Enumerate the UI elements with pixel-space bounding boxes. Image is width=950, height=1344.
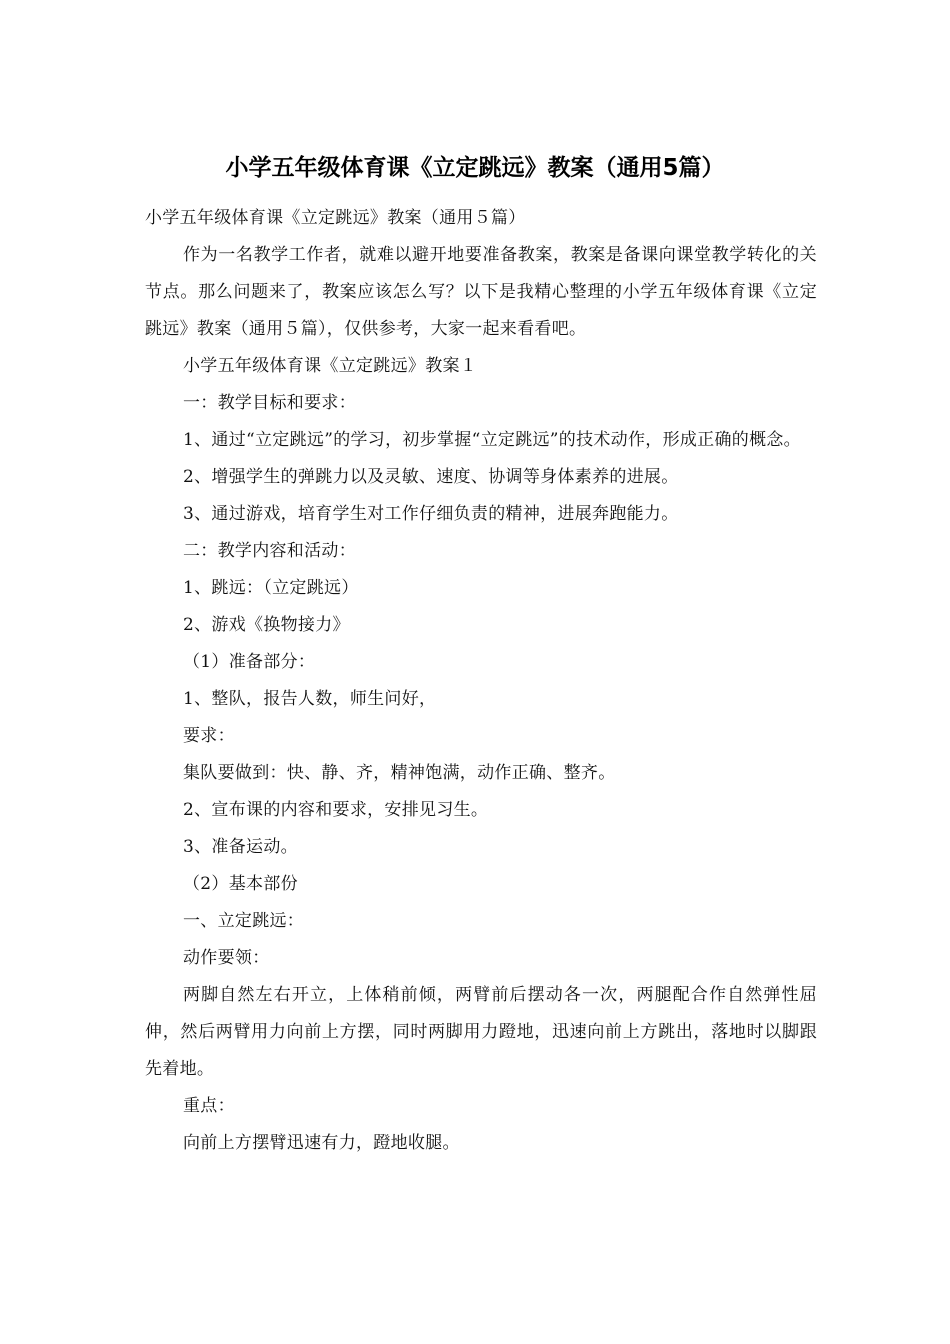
body-paragraph: 两脚自然左右开立，上体稍前倾，两臂前后摆动各一次，两腿配合作自然弹性屈伸，然后两臂用力向前上方摆，同时两脚用力蹬地，迅速向前上方跳出，落地时以脚跟先着地。 (145, 985, 817, 1079)
body-paragraph: （1）准备部分： (183, 652, 316, 672)
body-paragraph: 二：教学内容和活动： (183, 541, 356, 561)
body-paragraph: 要求： (183, 726, 235, 746)
body-paragraph: 1、整队，报告人数，师生问好， (183, 689, 437, 709)
body-paragraph: 1、跳远：（立定跳远） (183, 578, 359, 598)
document-title: 小学五年级体育课《立定跳远》教案（通用5篇） (225, 155, 725, 181)
body-paragraph: 1、通过“立定跳远”的学习，初步掌握“立定跳远”的技术动作，形成正确的概念。 (183, 430, 801, 450)
body-paragraph: 2、增强学生的弹跳力以及灵敏、速度、协调等身体素养的进展。 (183, 467, 679, 487)
body-paragraph: 向前上方摆臂迅速有力，蹬地收腿。 (183, 1133, 460, 1153)
body-paragraph: 重点： (183, 1096, 235, 1116)
body-paragraph: 小学五年级体育课《立定跳远》教案（通用５篇） (145, 208, 526, 228)
body-paragraph: 3、通过游戏，培育学生对工作仔细负责的精神，进展奔跑能力。 (183, 504, 679, 524)
body-paragraph: 一、立定跳远： (183, 911, 305, 931)
body-paragraph: 2、游戏《换物接力》 (183, 615, 350, 635)
document-body (145, 200, 817, 1162)
body-paragraph: 动作要领： (183, 948, 270, 968)
body-paragraph: 3、准备运动。 (183, 837, 298, 857)
body-paragraph: 一：教学目标和要求： (183, 393, 356, 413)
body-paragraph: 作为一名教学工作者，就难以避开地要准备教案，教案是备课向课堂教学转化的关节点。那么问题来了，教案应该怎么写？以下是我精心整理的小学五年级体育课《立定跳远》教案（通用５篇），仅供参考，大家一起来看看吧。 (145, 245, 817, 339)
body-paragraph: 集队要做到：快、静、齐，精神饱满，动作正确、整齐。 (183, 763, 616, 783)
body-paragraph: （2）基本部份 (183, 874, 298, 894)
body-paragraph: 小学五年级体育课《立定跳远》教案１ (183, 356, 478, 376)
body-paragraph: 2、宣布课的内容和要求，安排见习生。 (183, 800, 489, 820)
